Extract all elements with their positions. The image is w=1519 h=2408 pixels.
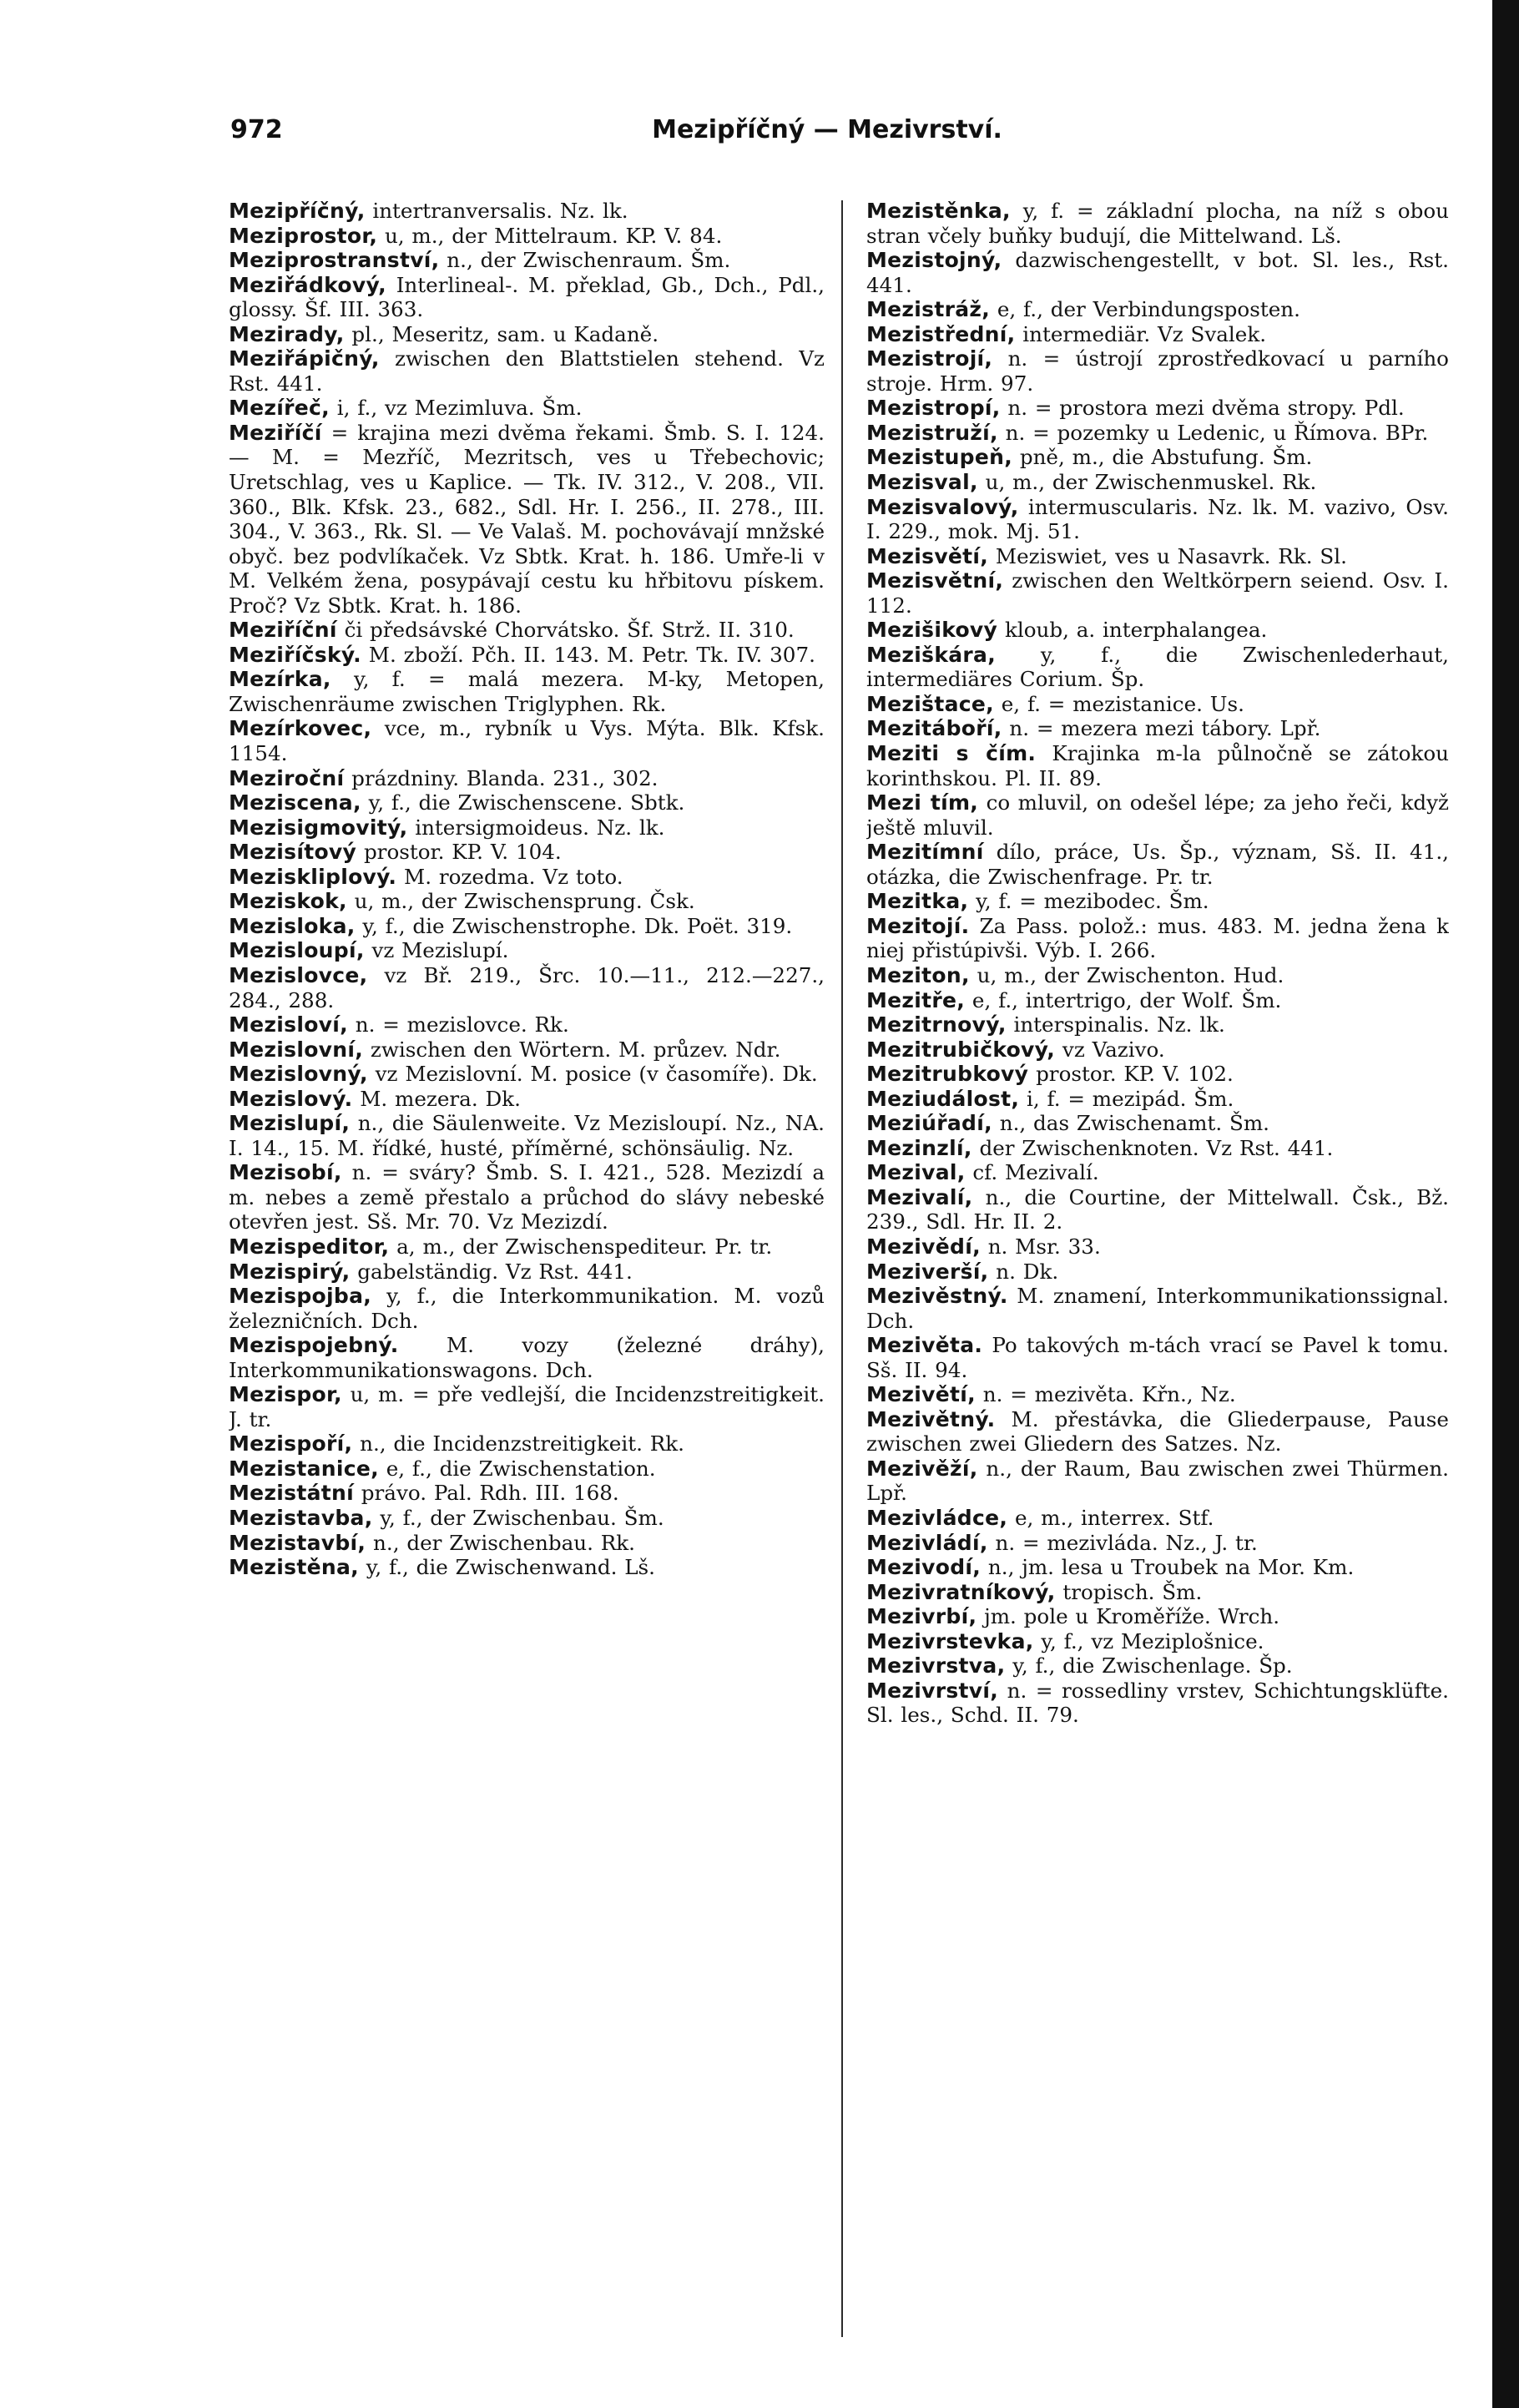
entry-headword: Mezisloví, [229,1012,348,1037]
entry-definition: jm. pole u Kroměříže. Wrch. [976,1604,1280,1629]
entry-headword: Mezistavba, [229,1505,373,1530]
dictionary-entry [229,938,825,963]
entry-headword: Mezistřední, [866,321,1016,346]
entry-definition: n. = ústrojí zprostředkovací u parního stroje. Hrm. 97. [866,346,1449,396]
entry-headword: Mezispojba, [229,1284,372,1309]
entry-definition: n. = rossedliny vrstev, Schichtungsklüfte. Sl. les., Schd. II. 79. [866,1678,1449,1728]
dictionary-entry [229,224,825,249]
entry-definition: u, m., der Mittelraum. KP. V. 84. [377,223,723,248]
entry-headword: Mezisvětí, [866,543,989,568]
entry-definition: či předsávské Chorvátsko. Šf. Strž. II. 310. [336,618,795,643]
dictionary-entry [866,1037,1449,1063]
entry-headword: Mezistátní [229,1481,354,1506]
page-number: 972 [230,115,283,144]
entry-definition: právo. Pal. Rdh. III. 168. [353,1481,619,1506]
entry-definition: n., die Säulenweite. Vz Mezisloupí. Nz., NA. I. 14., 15. M. řídké, husté, příměrné, schönsäulig. Nz. [229,1111,825,1160]
dictionary-entry [229,1382,825,1431]
entry-definition: vz Mezislovní. M. posice (v časomíře). Dk. [367,1062,818,1087]
entry-headword: Mezisloupí, [229,938,365,963]
entry-definition: y, f., der Zwischenbau. Šm. [372,1505,664,1530]
entry-definition: kloub, a. interphalangea. [997,618,1268,643]
entry-headword: Meziti s čím. [866,741,1037,766]
entry-definition: e, f., intertrigo, der Wolf. Šm. [965,987,1282,1012]
dictionary-entry [866,1407,1449,1456]
entry-headword: Mezivládí, [866,1530,988,1555]
entry-headword: Mezištace, [866,691,994,716]
dictionary-entry [866,1333,1449,1382]
entry-headword: Mezivrstevka, [866,1628,1034,1653]
entry-headword: Mezisloka, [229,913,356,938]
entry-definition: y, f., die Zwischenwand. Lš. [358,1555,655,1580]
entry-headword: Meziřádkový, [229,272,386,297]
right-column [866,199,1449,1728]
entry-definition: n., das Zwischenamt. Šm. [992,1111,1269,1136]
dictionary-entry [229,889,825,914]
entry-definition: tropisch. Šm. [1055,1579,1203,1604]
dictionary-entry [866,1679,1449,1728]
entry-definition: Po takových m-tách vrací se Pavel k tomu. Sš. II. 94. [866,1333,1449,1382]
dictionary-entry [866,840,1449,889]
entry-definition: y, f. = mezibodec. Šm. [968,889,1209,914]
entry-headword: Meziříčí [229,420,322,445]
entry-definition: y, f. = malá mezera. M-ky, Metopen, Zwischenräume zwischen Triglyphen. Rk. [229,667,825,716]
entry-definition: M. rozedma. Vz toto. [396,864,623,889]
entry-headword: Meziudálost, [866,1086,1020,1111]
dictionary-entry [866,1185,1449,1234]
entry-headword: Mezistěna, [229,1555,359,1580]
dictionary-entry [229,1260,825,1285]
entry-headword: Mezitka, [866,889,969,914]
entry-definition: gabelständig. Vz Rst. 441. [350,1259,633,1284]
entry-definition: pně, m., die Abstufung. Šm. [1012,445,1313,470]
entry-definition: vz Bř. 219., Šrc. 10.—11., 212.—227., 284., 288. [229,962,825,1012]
entry-headword: Meziverší, [866,1259,989,1284]
entry-definition: vz Mezislupí. [364,938,509,963]
entry-definition: zwischen den Blattstielen stehend. Vz Rst. 441. [229,346,825,396]
entry-headword: Mezitrubičkový, [866,1037,1056,1062]
entry-headword: Mezivěží, [866,1456,978,1481]
dictionary-entry [866,322,1449,347]
entry-definition: e, f., die Zwischenstation. [378,1456,656,1481]
entry-headword: Mezistavbí, [229,1530,366,1555]
dictionary-entry [229,1062,825,1087]
dictionary-entry [866,988,1449,1013]
entry-definition: prázdniny. Blanda. 231., 302. [344,765,659,790]
dictionary-entry [866,199,1449,248]
entry-definition: n. = mezivěta. Křn., Nz. [975,1382,1236,1407]
entry-definition: n. = mezivláda. Nz., J. tr. [987,1530,1258,1555]
dictionary-entry [229,1111,825,1160]
dictionary-entry [866,1456,1449,1506]
dictionary-entry [866,1629,1449,1654]
entry-definition: M. přestávka, die Gliederpause, Pause zwischen zwei Gliedern des Satzes. Nz. [866,1406,1449,1456]
dictionary-entry [229,1333,825,1382]
dictionary-entry [229,840,825,865]
entry-headword: Mezispor, [229,1382,342,1407]
dictionary-entry [866,544,1449,569]
entry-headword: Mezitře, [866,987,966,1012]
dictionary-entry [866,1531,1449,1556]
entry-definition: cf. Mezivalí. [965,1160,1099,1185]
entry-definition: = krajina mezi dvěma řekami. Šmb. S. I. 124. — M. = Mezříč, Mezritsch, ves u Třebechovic; Uretschlag, ves u Kaplice. — Tk. IV. 312., V. 208., VII. 360., Blk. Kfsk. 23., 682., Sdl. Hr. I. 256., II. 278., III. 304., V. 363., Rk. Sl. — Ve Valaš. M. pochovávají mnžské obyč. bez podvlíkaček. Vz Sbtk. Krat. h. 186. Umře-li v M. Velkém žena, posypávají cestu ku hřbitovu pískem. Proč? Vz Sbtk. Krat. h. 186. [229,420,825,618]
entry-definition: vce, m., rybník u Vys. Mýta. Blk. Kfsk. 1154. [229,716,825,766]
entry-definition: Interlineal-. M. překlad, Gb., Dch., Pdl., glossy. Šf. III. 363. [229,272,825,322]
entry-headword: Mezivětí, [866,1382,976,1407]
entry-headword: Mezipříčný, [229,199,366,223]
entry-definition: u, m., der Zwischenton. Hud. [969,962,1284,987]
dictionary-entry [229,273,825,322]
entry-definition: a, m., der Zwischenspediteur. Pr. tr. [389,1234,773,1259]
dictionary-entry [866,914,1449,963]
entry-definition: der Zwischenknoten. Vz Rst. 441. [971,1135,1334,1160]
dictionary-entry [866,963,1449,988]
dictionary-entry [229,1160,825,1234]
dictionary-entry [866,643,1449,692]
dictionary-entry [229,790,825,815]
entry-headword: Meziprostor, [229,223,378,248]
entry-definition: e, f. = mezistanice. Us. [993,691,1244,716]
entry-headword: Meziříční [229,618,337,643]
entry-definition: e, f., der Verbindungsposten. [990,297,1300,322]
entry-definition: n., die Incidenzstreitigkeit. Rk. [352,1431,684,1456]
dictionary-entry [866,741,1449,790]
entry-headword: Mezirady, [229,321,345,346]
entry-definition: interspinalis. Nz. lk. [1006,1012,1225,1037]
entry-headword: Mezišikový [866,618,998,643]
entry-definition: n. = prostora mezi dvěma stropy. Pdl. [1000,396,1405,421]
dictionary-entry [866,445,1449,470]
entry-definition: dílo, práce, Us. Šp., význam, Sš. II. 41., otázka, die Zwischenfrage. Pr. tr. [866,840,1449,889]
entry-headword: Mezislupí, [229,1111,351,1136]
dictionary-entry [229,396,825,421]
entry-headword: Mezířeč, [229,396,330,421]
entry-headword: Mezistropí, [866,396,1001,421]
dictionary-entry [229,643,825,668]
entry-headword: Mezistojný, [866,248,1002,273]
dictionary-entry [866,1284,1449,1333]
dictionary-entry [866,692,1449,717]
entry-headword: Mezislový. [229,1086,353,1111]
entry-headword: Mezistrojí, [866,346,993,371]
entry-headword: Meziroční [229,765,345,790]
page-header [230,115,1424,157]
entry-headword: Mezitrubkový [866,1062,1029,1087]
dictionary-entry [229,1431,825,1456]
dictionary-entry [866,1136,1449,1161]
dictionary-entry [229,716,825,765]
entry-definition: Meziswiet, ves u Nasavrk. Rk. Sl. [988,543,1347,568]
dictionary-entry [866,1111,1449,1136]
dictionary-entry [866,248,1449,297]
entry-definition: y, f. = základní plocha, na níž s obou stran včely buňky budují, die Mittelwand. Lš. [866,199,1449,248]
entry-headword: Mezitrnový, [866,1012,1007,1037]
dictionary-entry [229,1037,825,1063]
entry-definition: intermuscularis. Nz. lk. M. vazivo, Osv. I. 229., mok. Mj. 51. [866,494,1449,544]
entry-headword: Meziúřadí, [866,1111,992,1136]
entry-definition: n., der Zwischenbau. Rk. [366,1530,635,1555]
dictionary-entry [229,865,825,890]
entry-headword: Mezispoří, [229,1431,353,1456]
entry-headword: Meziskok, [229,889,347,914]
entry-definition: i, f., vz Mezimluva. Šm. [329,396,583,421]
dictionary-entry [866,618,1449,643]
dictionary-entry [229,1284,825,1333]
entry-headword: Mezitáboří, [866,716,1002,741]
dictionary-entry [866,716,1449,741]
dictionary-entry [866,1012,1449,1037]
entry-headword: Meziton, [866,962,970,987]
entry-definition: n. Dk. [988,1259,1059,1284]
entry-definition: n. = sváry? Šmb. S. I. 421., 528. Mezizdí a m. nebes a země přestalo a průchod do slávy nebeské otevřen jest. Sš. Mr. 70. Vz Mezizdí. [229,1160,825,1234]
entry-headword: Meziprostranství, [229,248,440,273]
entry-definition: M. zboží. Pčh. II. 143. M. Petr. Tk. IV. 307. [361,642,815,667]
entry-definition: n., die Courtine, der Mittelwall. Čsk., Bž. 239., Sdl. Hr. II. 2. [866,1184,1449,1234]
entry-definition: Za Pass. polož.: mus. 483. M. jedna žena k niej přistúpivši. Výb. I. 266. [866,913,1449,963]
dictionary-entry [229,1531,825,1556]
entry-definition: n., der Zwischenraum. Šm. [439,248,731,273]
entry-headword: Mezislovce, [229,962,368,987]
entry-definition: y, f., vz Meziplošnice. [1033,1628,1264,1653]
entry-headword: Mezisvalový, [866,494,1019,519]
dictionary-entry [229,1087,825,1112]
dictionary-entry [866,1062,1449,1087]
entry-headword: Mezivodí, [866,1555,982,1580]
entry-headword: Mezivěta. [866,1333,983,1358]
entry-definition: n. = pozemky u Ledenic, u Římova. BPr. [997,420,1429,445]
dictionary-entry [229,1555,825,1580]
entry-definition: n., jm. lesa u Troubek na Mor. Km. [981,1555,1355,1580]
entry-definition: M. vozy (železné dráhy), Interkommunikationswagons. Dch. [229,1333,825,1382]
dictionary-entry [866,1382,1449,1407]
dictionary-entry [866,568,1449,618]
entry-headword: Mezistanice, [229,1456,379,1481]
dictionary-entry [866,1260,1449,1285]
entry-definition: n. = mezera mezi tábory. Lpř. [1002,716,1321,741]
entry-definition: n. Msr. 33. [980,1234,1101,1259]
dictionary-entry [229,346,825,396]
entry-definition: M. znamení, Interkommunikationssignal. Dch. [866,1284,1449,1333]
entry-definition: dazwischengestellt, v bot. Sl. les., Rst. 441. [866,248,1449,297]
entry-headword: Mezivalí, [866,1184,973,1209]
entry-headword: Mezislovní, [229,1037,364,1062]
dictionary-entry [866,495,1449,544]
entry-definition: u, m. = pře vedlejší, die Incidenzstreitigkeit. J. tr. [229,1382,825,1431]
entry-headword: Mezistupeň, [866,445,1013,470]
scan-edge [1492,0,1519,2408]
entry-definition: e, m., interrex. Stf. [1007,1505,1214,1530]
entry-definition: y, f., die Zwischenlederhaut, intermediäres Corium. Šp. [866,642,1449,692]
dictionary-entry [866,790,1449,840]
entry-headword: Meziříčský. [229,642,361,667]
dictionary-entry [229,199,825,224]
dictionary-entry [866,421,1449,446]
dictionary-entry [229,667,825,716]
dictionary-entry [866,889,1449,914]
entry-definition: intertranversalis. Nz. lk. [365,199,628,223]
entry-headword: Mezivědí, [866,1234,981,1259]
entry-headword: Mezispirý, [229,1259,351,1284]
column-divider [841,200,843,2337]
entry-definition: i, f. = mezipád. Šm. [1019,1086,1234,1111]
dictionary-entry [866,1555,1449,1580]
entry-headword: Mezivěstný. [866,1284,1008,1309]
entry-definition: n., der Raum, Bau zwischen zwei Thürmen. Lpř. [866,1456,1449,1506]
dictionary-entry [229,1234,825,1260]
entry-definition: intersigmoideus. Nz. lk. [407,815,665,840]
dictionary-entry [229,618,825,643]
dictionary-entry [866,470,1449,495]
dictionary-entry [229,1481,825,1506]
dictionary-entry [866,1506,1449,1531]
entry-definition: vz Vazivo. [1055,1037,1165,1062]
entry-headword: Mezi tím, [866,790,979,815]
entry-headword: Mezivládce, [866,1505,1008,1530]
dictionary-entry [229,1456,825,1482]
entry-headword: Mezitojí. [866,913,970,938]
entry-headword: Mezispojebný. [229,1333,399,1358]
entry-definition: pl., Meseritz, sam. u Kadaně. [344,321,659,346]
entry-headword: Mezivratníkový, [866,1579,1056,1604]
entry-definition: y, f., die Interkommunikation. M. vozů železničních. Dch. [229,1284,825,1333]
dictionary-entry [866,1087,1449,1112]
dictionary-entry [229,1506,825,1531]
entry-definition: zwischen den Weltkörpern seiend. Osv. I. 112. [866,568,1449,618]
entry-headword: Mezistěnka, [866,199,1011,223]
dictionary-entry [866,1604,1449,1629]
entry-headword: Mezistráž, [866,297,991,322]
entry-headword: Mezistruží, [866,420,998,445]
entry-headword: Meziškára, [866,642,997,667]
dictionary-entry [866,1160,1449,1185]
entry-definition: y, f., die Zwischenlage. Šp. [1005,1653,1293,1679]
entry-headword: Mezírka, [229,667,331,692]
entry-definition: u, m., der Zwischenmuskel. Rk. [977,470,1317,495]
entry-headword: Mezírkovec, [229,716,372,741]
entry-headword: Mezisítový [229,840,357,865]
entry-definition: M. mezera. Dk. [352,1086,521,1111]
entry-headword: Mezinzlí, [866,1135,972,1160]
entry-headword: Mezisobí, [229,1160,342,1185]
entry-definition: u, m., der Zwischensprung. Čsk. [346,889,695,914]
entry-headword: Mezival, [866,1160,966,1185]
dictionary-entry [229,421,825,618]
dictionary-entry [866,396,1449,421]
dictionary-entry [866,1580,1449,1605]
entry-definition: y, f., die Zwischenstrophe. Dk. Poët. 319. [355,913,793,938]
dictionary-entry [229,766,825,791]
entry-definition: Krajinka m-la půlnočně se zátokou korinthskou. Pl. II. 89. [866,741,1449,790]
entry-headword: Mezitímní [866,840,984,865]
dictionary-entry [866,1234,1449,1260]
entry-headword: Mezivrbí, [866,1604,977,1629]
entry-headword: Mezisigmovitý, [229,815,408,840]
entry-definition: co mluvil, on odešel lépe; za jeho řeči, když ještě mluvil. [866,790,1449,840]
entry-definition: intermediär. Vz Svalek. [1015,321,1267,346]
entry-definition: prostor. KP. V. 104. [356,840,562,865]
dictionary-entry [229,322,825,347]
entry-headword: Mezisvětní, [866,568,1004,593]
dictionary-entry [866,346,1449,396]
entry-definition: y, f., die Zwischenscene. Sbtk. [361,790,685,815]
dictionary-entry [229,1012,825,1037]
dictionary-entry [229,248,825,273]
entry-headword: Mezislovný, [229,1062,368,1087]
entry-headword: Mezivrstva, [866,1653,1006,1679]
entry-headword: Meziskliplový. [229,864,397,889]
running-title: Mezipříčný — Mezivrství. [652,115,1002,144]
dictionary-entry [866,1653,1449,1679]
entry-headword: Meziscena, [229,790,361,815]
dictionary-entry [229,914,825,939]
entry-definition: zwischen den Wörtern. M. průzev. Ndr. [363,1037,781,1062]
entry-headword: Mezispeditor, [229,1234,390,1259]
entry-headword: Mezivrství, [866,1678,999,1703]
entry-headword: Meziřápičný, [229,346,380,371]
dictionary-entry [229,963,825,1012]
entry-definition: n. = mezislovce. Rk. [347,1012,569,1037]
dictionary-entry [229,815,825,841]
dictionary-entry [866,297,1449,322]
left-column [229,199,825,1580]
entry-headword: Mezivětný. [866,1406,996,1431]
entry-definition: prostor. KP. V. 102. [1028,1062,1234,1087]
entry-headword: Mezisval, [866,470,978,495]
